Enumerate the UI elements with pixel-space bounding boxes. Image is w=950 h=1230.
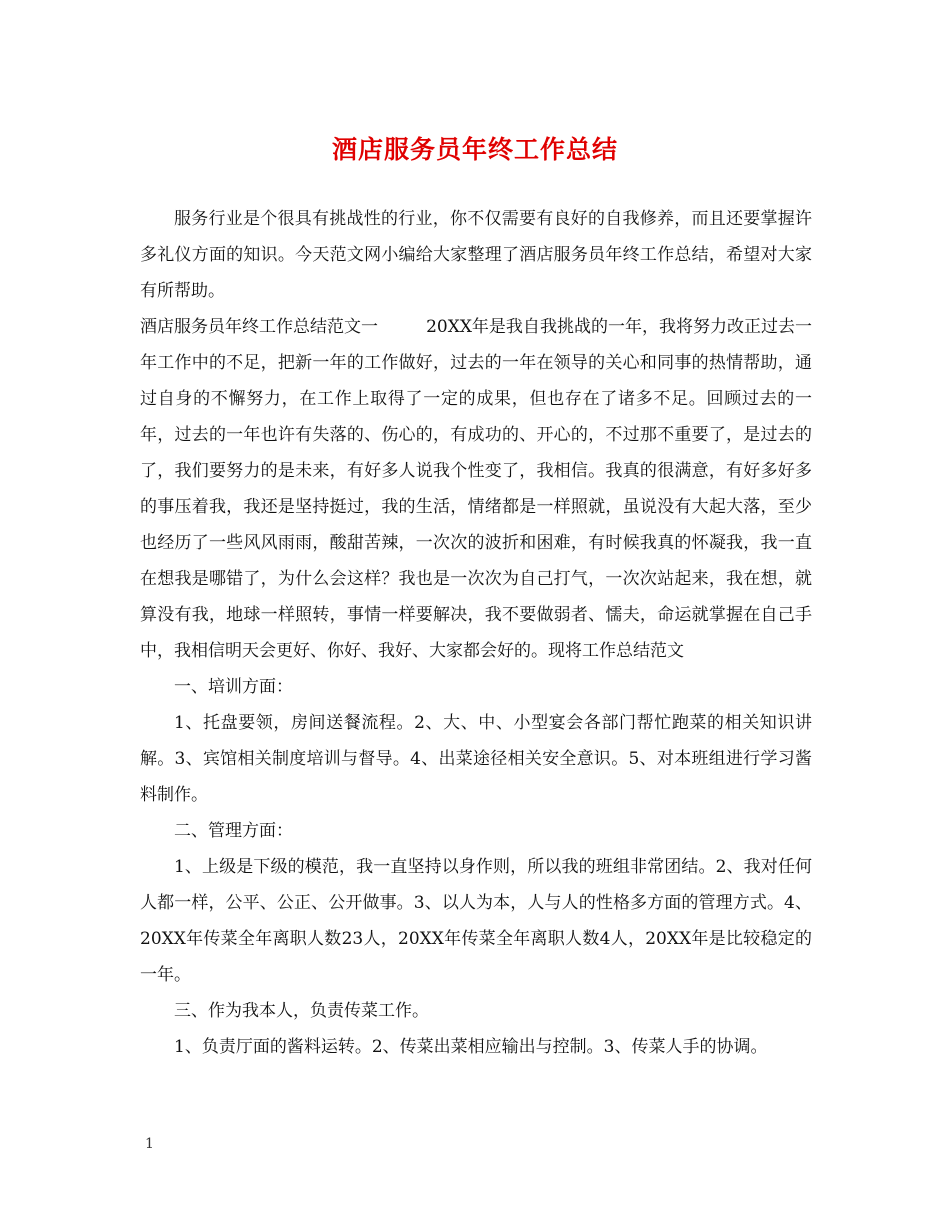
- intro-paragraph: 服务行业是个很具有挑战性的行业，你不仅需要有良好的自我修养，而且还要掌握许多礼仪方面的知识。今天范文网小编给大家整理了酒店服务员年终工作总结，希望对大家有所帮助。: [140, 209, 812, 301]
- document-title: 酒店服务员年终工作总结: [331, 135, 618, 164]
- section-body-personal: 1、负责厅面的酱料运转。2、传菜出菜相应输出与控制。3、传菜人手的协调。: [174, 1037, 768, 1057]
- section-body-management: 1、上级是下级的模范，我一直坚持以身作则，所以我的班组非常团结。2、我对任何人都一样，公平、公正、公开做事。3、以人为本，人与人的性格多方面的管理方式。4、20XX年传菜全年离职人数23人，20XX年传菜全年离职人数4人，20XX年是比较稳定的一年。: [140, 857, 812, 985]
- document-body: [140, 201, 812, 1065]
- sample-paragraph: [140, 309, 812, 669]
- section-heading-personal: 三、作为我本人，负责传菜工作。: [174, 1001, 429, 1021]
- sample-body: 20XX年是我自我挑战的一年，我将努力改正过去一年工作中的不足，把新一年的工作做好，过去的一年在领导的关心和同事的热情帮助，通过自身的不懈努力，在工作上取得了一定的成果，但也存在了诸多不足。回顾过去的一年，过去的一年也许有失落的、伤心的，有成功的、开心的，不过那不重要了，是过去的了，我们要努力的是未来，有好多人说我个性变了，我相信。我真的很满意，有好多好多的事压着我，我还是坚持挺过，我的生活，情绪都是一样照就，虽说没有大起大落，至少也经历了一些风风雨雨，酸甜苦辣，一次次的波折和困难，有时候我真的怀凝我，我一直在想我是哪错了，为什么会这样？我也是一次次为自己打气，一次次站起来，我在想，就算没有我，地球一样照转，事情一样要解决，我不要做弱者、懦夫，命运就掌握在自己手中，我相信明天会更好、你好、我好、大家都会好的。现将工作总结范文: [140, 317, 813, 661]
- sample-heading: 酒店服务员年终工作总结范文一: [140, 317, 379, 337]
- section-heading-management: 二、管理方面：: [174, 821, 293, 841]
- section-heading-training: 一、培训方面：: [174, 677, 293, 697]
- page-number: 1: [145, 1136, 154, 1152]
- section-body-training: 1、托盘要领，房间送餐流程。2、大、中、小型宴会各部门帮忙跑菜的相关知识讲解。3、宾馆相关制度培训与督导。4、出菜途径相关安全意识。5、对本班组进行学习酱料制作。: [140, 713, 812, 805]
